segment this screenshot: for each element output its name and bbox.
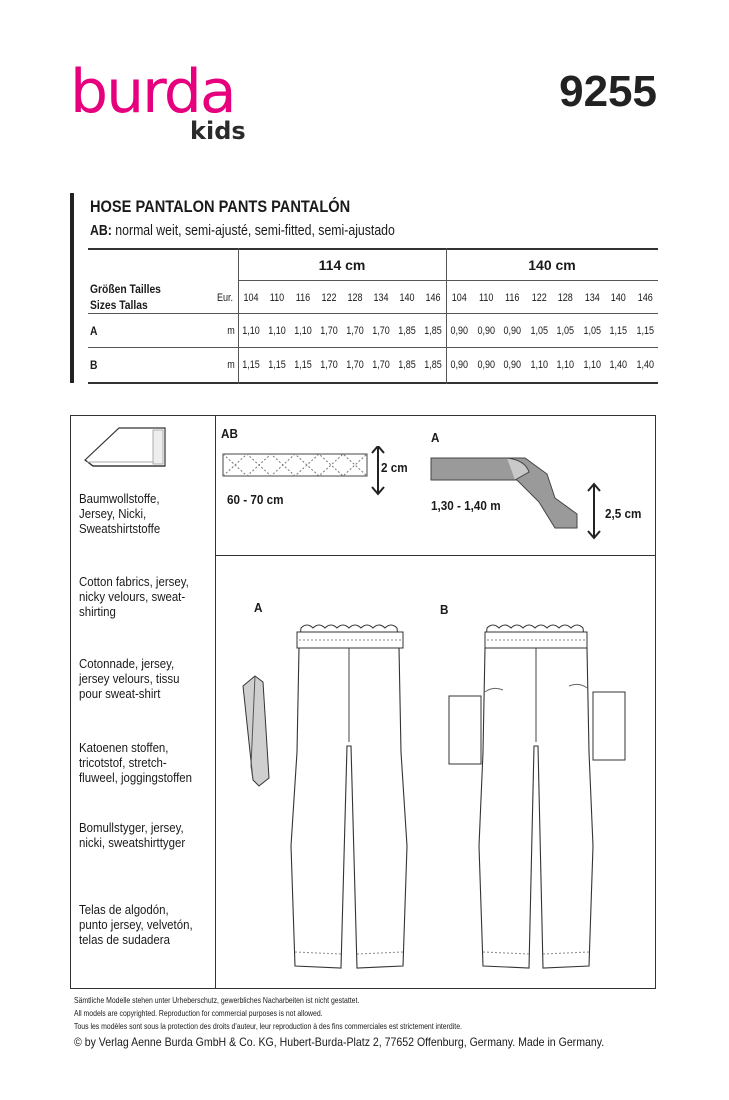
fabric-text-en: Cotton fabrics, jersey, nicky velours, sweat-shirting: [79, 574, 189, 619]
size-header-cell: 116: [295, 292, 311, 304]
brand-logo-text: burda: [70, 57, 235, 127]
ribbon-view-label: A: [431, 430, 440, 445]
fabric-text-nl: Katoenen stoffen, tricotstof, stretch-fluweel, joggingstoffen: [79, 740, 193, 785]
size-header-cell: 110: [478, 292, 493, 304]
size-header-cell: 122: [531, 292, 547, 304]
row-unit-b: m: [227, 359, 235, 371]
size-yardage-table: [88, 248, 658, 384]
yardage-cell: 1,40: [609, 359, 628, 371]
fabric-width-140: 140 cm: [528, 257, 576, 273]
yardage-cell: 1,15: [268, 359, 286, 371]
fabric-width-114: 114 cm: [318, 257, 366, 273]
yardage-cell: 1,15: [294, 359, 312, 371]
ribbon-width-arrow-icon: [587, 482, 601, 540]
yardage-cell: 1,05: [529, 325, 548, 337]
yardage-cell: 1,70: [320, 359, 338, 371]
elastic-view-label: AB: [221, 426, 238, 441]
size-header-cell: 104: [243, 292, 259, 304]
yardage-cell: 1,10: [294, 325, 312, 337]
yardage-cell: 1,10: [242, 325, 260, 337]
size-header-cell: 128: [347, 292, 363, 304]
yardage-cell: 1,70: [372, 359, 390, 371]
pants-view-b-drawing: [431, 616, 641, 988]
yardage-cell: 1,85: [398, 325, 416, 337]
yardage-cell: 0,90: [450, 359, 469, 371]
footer-copyright-fr: Tous les modèles sont sous la protection des droits d'auteur, leur reproduction à des fins commerciales est strictement interdite.: [74, 1022, 462, 1031]
yardage-cell: 1,85: [424, 359, 442, 371]
yardage-cell: 1,15: [242, 359, 260, 371]
pattern-number: 9255: [559, 67, 657, 116]
size-header-cell: 110: [269, 292, 285, 304]
view-a-label: A: [254, 600, 263, 615]
yardage-cell: 1,15: [635, 325, 654, 337]
fabric-recommendation-box: [70, 415, 656, 989]
publisher-copyright: © by Verlag Aenne Burda GmbH & Co. KG, Hubert-Burda-Platz 2, 77652 Offenburg, Germany. Made in Germany.: [74, 1035, 605, 1049]
footer-copyright-de: Sämtliche Modelle stehen unter Urheberschutz, gewerbliches Nacharbeiten ist nicht gestattet.: [74, 996, 360, 1005]
size-header-cell: 128: [557, 292, 573, 304]
yardage-cell: 0,90: [450, 325, 469, 337]
row-label-b: B: [90, 358, 98, 372]
size-header-cell: 116: [505, 292, 520, 304]
yardage-cell: 1,40: [635, 359, 654, 371]
yardage-cell: 1,05: [556, 325, 575, 337]
footer-copyright-en: All models are copyrighted. Reproduction for commercial purposes is not allowed.: [74, 1009, 323, 1018]
title-accent-bar: [70, 193, 74, 383]
ribbon-length-label: 1,30 - 1,40 m: [431, 498, 501, 513]
fabric-bolt-icon: [79, 422, 173, 474]
fabric-text-es: Telas de algodón, punto jersey, velvetón, telas de sudadera: [79, 902, 193, 947]
size-header-cell: 104: [451, 292, 467, 304]
garment-title: HOSE PANTALON PANTS PANTALÓN: [90, 197, 351, 216]
fabric-text-de: Baumwollstoffe, Jersey, Nicki, Sweatshirtstoffe: [79, 491, 161, 536]
size-header-cell: 146: [425, 292, 441, 304]
fabric-text-fr: Cotonnade, jersey, jersey velours, tissu pour sweat-shirt: [79, 656, 180, 701]
size-system-label: Eur.: [216, 292, 234, 304]
yardage-cell: 1,70: [320, 325, 338, 337]
elastic-length-label: 60 - 70 cm: [227, 492, 284, 507]
row-unit-a: m: [227, 325, 235, 337]
ribbon-width-label: 2,5 cm: [605, 506, 642, 521]
size-header-cell: 140: [610, 292, 626, 304]
elastic-band-icon: [221, 446, 391, 498]
yardage-cell: 1,10: [529, 359, 548, 371]
yardage-cell: 0,90: [476, 359, 495, 371]
yardage-cell: 1,10: [582, 359, 601, 371]
size-header-cell: 146: [637, 292, 653, 304]
yardage-cell: 1,85: [424, 325, 442, 337]
yardage-cell: 0,90: [503, 359, 522, 371]
size-header-cell: 122: [321, 292, 337, 304]
view-b-label: B: [440, 602, 449, 617]
elastic-width-label: 2 cm: [381, 460, 408, 475]
size-header-cell: 140: [399, 292, 415, 304]
yardage-cell: 1,05: [582, 325, 601, 337]
sub-brand-text: kids: [190, 117, 246, 145]
sizes-label-en-es: Sizes Tallas: [90, 298, 148, 312]
yardage-cell: 1,15: [609, 325, 628, 337]
yardage-cell: 1,70: [346, 325, 364, 337]
ribbon-tie-icon: [429, 452, 589, 536]
fabric-text-sv: Bomullstyger, jersey, nicki, sweatshirttyger: [79, 820, 186, 850]
burda-kids-logo: [70, 57, 270, 148]
size-header-cell: 134: [584, 292, 600, 304]
fit-views-label: AB:: [90, 222, 112, 239]
yardage-cell: 1,10: [268, 325, 286, 337]
yardage-cell: 1,70: [346, 359, 364, 371]
fit-text: normal weit, semi-ajusté, semi-fitted, semi-ajustado: [111, 222, 395, 239]
row-label-a: A: [90, 324, 98, 338]
pants-view-a-drawing: [229, 616, 429, 988]
sizes-label-de-fr: Größen Tailles: [90, 282, 161, 296]
yardage-cell: 1,70: [372, 325, 390, 337]
yardage-cell: 0,90: [476, 325, 495, 337]
yardage-cell: 1,85: [398, 359, 416, 371]
yardage-cell: 0,90: [503, 325, 522, 337]
size-header-cell: 134: [373, 292, 389, 304]
yardage-cell: 1,10: [556, 359, 575, 371]
fit-description: [90, 221, 395, 241]
